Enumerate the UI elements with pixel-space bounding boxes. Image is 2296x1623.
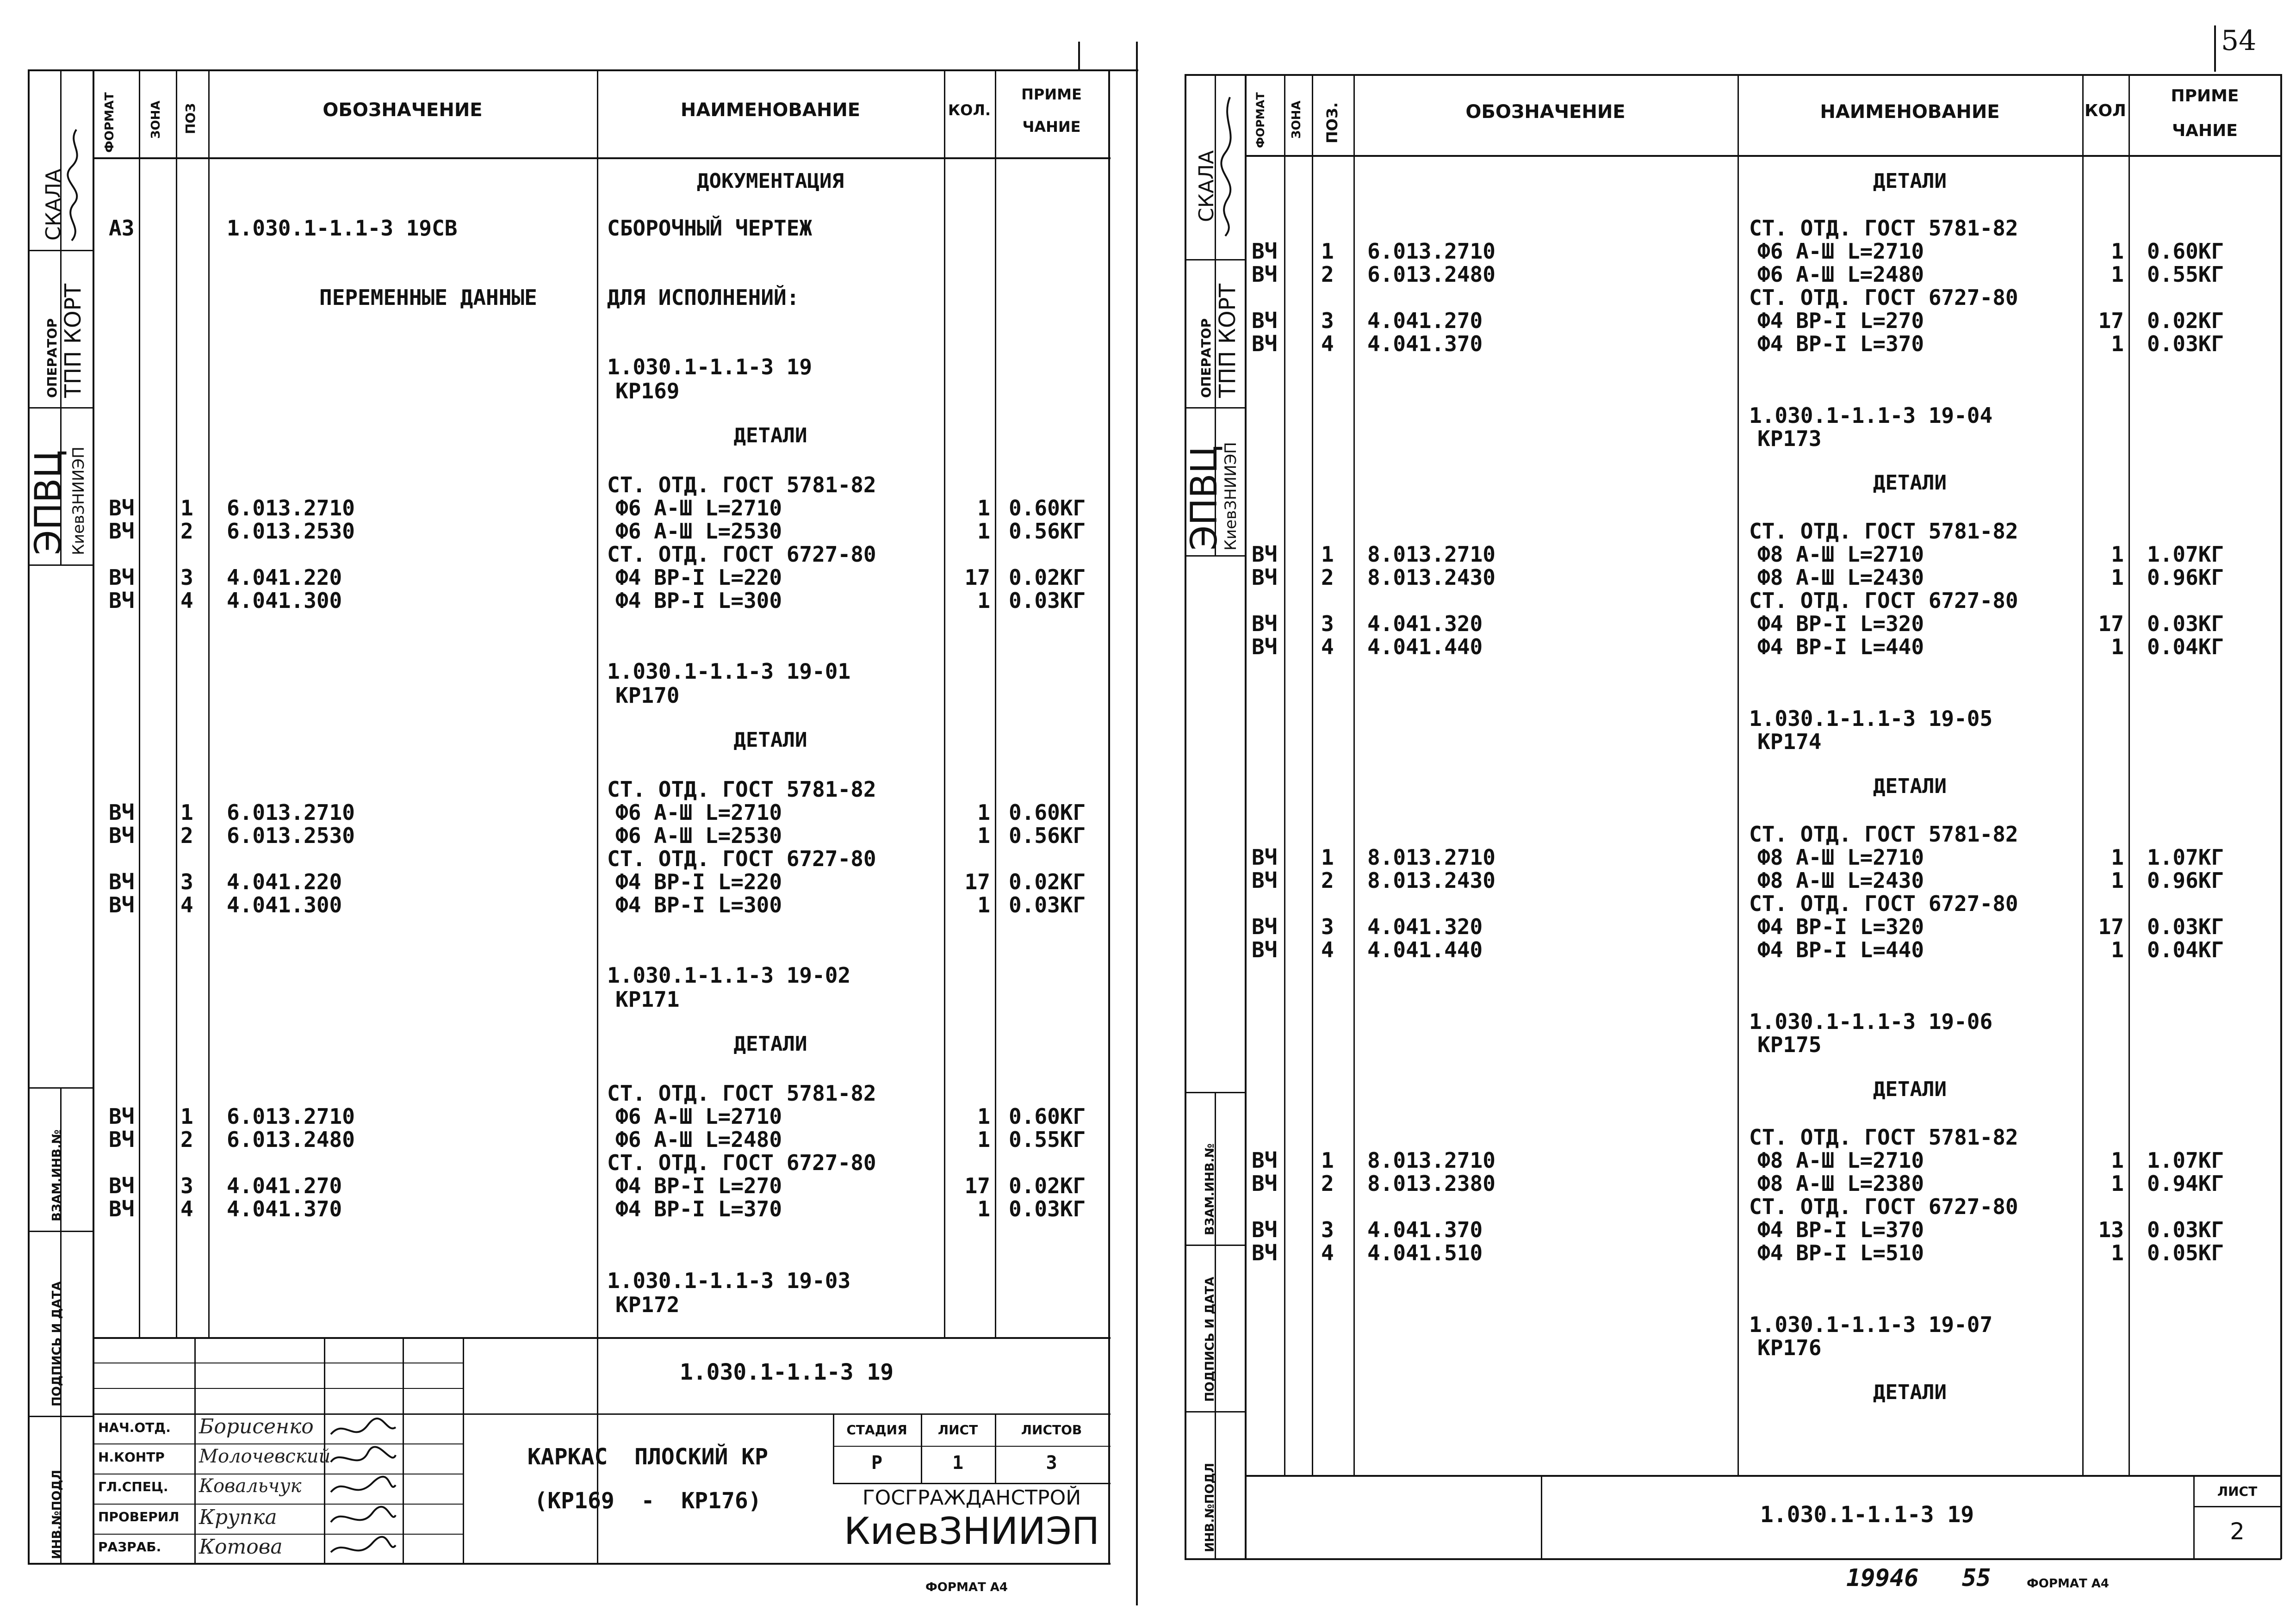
r-g3-row4-code: 4.041.440 [1367,937,1483,962]
r-g3-row3-code: 4.041.320 [1367,914,1483,939]
l-g2-row1-mass: 0.60КГ [1009,800,1086,825]
variants-label: ДЛЯ ИСПОЛНЕНИЙ: [607,285,800,310]
r-g4-row2-qty: 1 [2111,1171,2124,1196]
l-g2-row2-qty: 1 [977,823,990,848]
l-g3-row2-type: ВЧ [109,1127,135,1152]
r-g4-row1-mass: 1.07КГ [2147,1148,2224,1173]
r-col-qty-header: КОЛ [2085,101,2126,120]
left-stamp-doc-code: 1.030.1-1.1-3 19 [679,1359,894,1385]
r-sheet-number: 2 [2230,1518,2245,1545]
l-g2-gost2: СТ. ОТД. ГОСТ 6727-80 [607,846,876,871]
r-col-pos-header: ПОЗ. [1323,102,1341,143]
col-designation-header: ОБОЗНАЧЕНИЕ [323,99,483,121]
left-g4-code: 1.030.1-1.1-3 19-03 [607,1268,851,1293]
l-g1-row4-mass: 0.03КГ [1009,588,1086,613]
l-g1-row2-name: Ф6 А-Ш L=2530 [615,519,782,544]
r-g2-row2-code: 8.013.2430 [1367,565,1496,590]
r-g2-row2-qty: 1 [2111,565,2124,590]
l-g2-row4-code: 4.041.300 [227,892,342,917]
r-g2-row2-mass: 0.96КГ [2147,565,2224,590]
side-operator-label: ОПЕРАТОР [44,318,60,398]
r-g3-row1-name: Ф8 А-Ш L=2710 [1757,845,1924,870]
l-g3-row3-code: 4.041.270 [227,1173,342,1198]
r-g4-row4-type: ВЧ [1252,1240,1278,1265]
l-g3-row1-code: 6.013.2710 [227,1104,355,1129]
r-g2-row3-code: 4.041.320 [1367,611,1483,636]
l-g2-row2-type: ВЧ [109,823,135,848]
r-g5-code: 1.030.1-1.1-3 19-07 [1749,1312,1993,1337]
r-g2-row3-pos: 3 [1321,611,1334,636]
r-side-vzam-label: ВЗАМ.ИНВ.№ [1203,1143,1217,1235]
r-g3-row1-mass: 1.07КГ [2147,845,2224,870]
l-g1-row4-code: 4.041.300 [227,588,342,613]
r-col-designation-header: ОБОЗНАЧЕНИЕ [1465,101,1626,123]
l-g2-row1-pos: 1 [180,800,193,825]
assembly-code: 1.030.1-1.1-3 19СВ [227,216,458,241]
r-scale-signature [1216,93,1244,241]
l-g1-row2-pos: 2 [180,519,193,544]
r-g1-row3-pos: 3 [1321,308,1334,333]
r-g1-row4-name: Ф4 ВР-I L=370 [1757,331,1924,356]
l-g3-row1-qty: 1 [977,1104,990,1129]
l-g3-row2-qty: 1 [977,1127,990,1152]
r-g3-row2-mass: 0.96КГ [2147,868,2224,893]
r-g2-row1-type: ВЧ [1252,542,1278,567]
r-g3-row3-type: ВЧ [1252,914,1278,939]
l-g2-row1-qty: 1 [977,800,990,825]
side-vzam-label: ВЗАМ.ИНВ.№ [50,1129,64,1221]
l-g2-row3-qty: 17 [964,869,990,894]
r-g1-row2-name: Ф6 А-Ш L=2480 [1757,262,1924,287]
l-g3-row4-code: 4.041.370 [227,1196,342,1221]
r-g2-mark: КР173 [1757,426,1822,451]
r-col-name-header: НАИМЕНОВАНИЕ [1820,101,2000,123]
r-g3-row3-mass: 0.03КГ [2147,914,2224,939]
r-g4-row1-name: Ф8 А-Ш L=2710 [1757,1148,1924,1173]
stamp-org-2: КиевЗНИИЭП [844,1510,1100,1553]
r-g4-row1-type: ВЧ [1252,1148,1278,1173]
l-g3-row4-type: ВЧ [109,1196,135,1221]
r-g3-row2-type: ВЧ [1252,868,1278,893]
l-g2-row3-code: 4.041.220 [227,869,342,894]
l-g3-row3-name: Ф4 ВР-I L=270 [615,1173,782,1198]
l-g3-row4-qty: 1 [977,1196,990,1221]
r-bottom-number: 19946 [1846,1564,1919,1592]
left-title-1: КАРКАС ПЛОСКИЙ КР [527,1444,769,1470]
l-g3-row3-type: ВЧ [109,1173,135,1198]
l-g3-row1-name: Ф6 А-Ш L=2710 [615,1104,782,1129]
col-note-header-1: ПРИМЕ [1021,86,1082,103]
r-g4-row3-mass: 0.03КГ [2147,1217,2224,1242]
l-g1-row1-pos: 1 [180,496,193,520]
r-g2-details: ДЕТАЛИ [1873,471,1947,495]
r-g5-details: ДЕТАЛИ [1873,1381,1947,1404]
l-g1-row1-qty: 1 [977,496,990,520]
r-g3-row1-type: ВЧ [1252,845,1278,870]
r-g1-row2-qty: 1 [2111,262,2124,287]
r-g1-details: ДЕТАЛИ [1873,169,1947,193]
r-g3-row4-qty: 1 [2111,937,2124,962]
r-g4-row3-qty: 13 [2098,1217,2124,1242]
stamp-name-kontr: Молочевский [199,1446,331,1467]
l-g2-row2-pos: 2 [180,823,193,848]
side-inv-label: ИНВ.№ПОДЛ [50,1469,64,1559]
r-sheet-label: ЛИСТ [2217,1484,2258,1499]
r-g2-row4-type: ВЧ [1252,634,1278,659]
r-g1-gost1: СТ. ОТД. ГОСТ 5781-82 [1749,216,2018,241]
assembly-name: СБОРОЧНЫЙ ЧЕРТЕЖ [607,216,813,241]
r-g1-row4-qty: 1 [2111,331,2124,356]
l-g3-row3-qty: 17 [964,1173,990,1198]
l-g1-row3-type: ВЧ [109,565,135,590]
l-g1-row2-qty: 1 [977,519,990,544]
stamp-name-razr: Котова [199,1535,283,1559]
side-tpp-label: ТПП КОРТ [60,284,86,398]
l-g2-row1-code: 6.013.2710 [227,800,355,825]
r-g3-row1-code: 8.013.2710 [1367,845,1496,870]
r-g4-gost2: СТ. ОТД. ГОСТ 6727-80 [1749,1194,2018,1219]
l-g1-row3-qty: 17 [964,565,990,590]
r-g2-gost2: СТ. ОТД. ГОСТ 6727-80 [1749,588,2018,613]
stamp-proveril: ПРОВЕРИЛ [98,1509,180,1524]
stamp-stage: Р [871,1452,883,1474]
l-g2-row4-name: Ф4 ВР-I L=300 [615,892,782,917]
stamp-sheets: 3 [1046,1452,1057,1474]
l-g3-row2-code: 6.013.2480 [227,1127,355,1152]
col-zone-header: ЗОНА [149,100,163,139]
l-g3-row4-name: Ф4 ВР-I L=370 [615,1196,782,1221]
r-g3-row1-qty: 1 [2111,845,2124,870]
r-g3-row4-name: Ф4 ВР-I L=440 [1757,937,1924,962]
side-epvc-label: ЭПВЦ [28,450,69,555]
r-col-note-header-1: ПРИМЕ [2171,87,2239,105]
stamp-org-1: ГОСГРАЖДАНСТРОЙ [862,1486,1081,1510]
r-g3-row3-name: Ф4 ВР-I L=320 [1757,914,1924,939]
r-g1-row2-code: 6.013.2480 [1367,262,1496,287]
r-g2-row4-name: Ф4 ВР-I L=440 [1757,634,1924,659]
r-g4-row2-name: Ф8 А-Ш L=2380 [1757,1171,1924,1196]
l-g2-row2-name: Ф6 А-Ш L=2530 [615,823,782,848]
r-g3-row1-pos: 1 [1321,845,1334,870]
r-col-zone-header: ЗОНА [1290,100,1303,139]
l-g3-row3-pos: 3 [180,1173,193,1198]
left-g1-details: ДЕТАЛИ [733,424,807,447]
l-g1-row2-code: 6.013.2530 [227,519,355,544]
left-format-label: ФОРМАТ А4 [925,1580,1008,1594]
col-pos-header: ПОЗ [183,103,198,134]
side-scale-label: СКАЛА [42,168,65,241]
r-g1-row1-pos: 1 [1321,239,1334,264]
r-g2-row4-code: 4.041.440 [1367,634,1483,659]
stamp-stage-header: СТАДИЯ [846,1422,907,1437]
r-g3-row2-code: 8.013.2430 [1367,868,1496,893]
l-g2-row3-type: ВЧ [109,869,135,894]
l-g1-row4-pos: 4 [180,588,193,613]
l-g3-gost1: СТ. ОТД. ГОСТ 5781-82 [607,1081,876,1106]
r-g4-row2-type: ВЧ [1252,1171,1278,1196]
r-side-podpis-label: ПОДПИСЬ И ДАТА [1203,1276,1217,1402]
r-g2-row1-pos: 1 [1321,542,1334,567]
l-g2-row1-name: Ф6 А-Ш L=2710 [615,800,782,825]
r-g1-row4-pos: 4 [1321,331,1334,356]
l-g1-row1-type: ВЧ [109,496,135,520]
r-g1-row3-type: ВЧ [1252,308,1278,333]
stamp-sheets-header: ЛИСТОВ [1021,1422,1082,1437]
col-name-header: НАИМЕНОВАНИЕ [680,99,861,121]
r-g3-row3-qty: 17 [2098,914,2124,939]
r-g2-row1-qty: 1 [2111,542,2124,567]
r-g1-row1-name: Ф6 А-Ш L=2710 [1757,239,1924,264]
r-g3-details: ДЕТАЛИ [1873,774,1947,798]
r-g5-mark: КР176 [1757,1335,1822,1360]
r-g1-row1-type: ВЧ [1252,239,1278,264]
r-g2-row4-pos: 4 [1321,634,1334,659]
left-g1-code: 1.030.1-1.1-3 19 [607,354,813,379]
l-g1-row4-qty: 1 [977,588,990,613]
r-doc-code: 1.030.1-1.1-3 19 [1760,1502,1974,1528]
r-g3-row4-type: ВЧ [1252,937,1278,962]
r-g4-row3-name: Ф4 ВР-I L=370 [1757,1217,1924,1242]
r-g4-row2-code: 8.013.2380 [1367,1171,1496,1196]
r-g3-code: 1.030.1-1.1-3 19-05 [1749,706,1993,731]
r-g2-row2-name: Ф8 А-Ш L=2430 [1757,565,1924,590]
col-qty-header: КОЛ. [948,101,991,119]
l-g3-row3-mass: 0.02КГ [1009,1173,1086,1198]
r-g4-row1-code: 8.013.2710 [1367,1148,1496,1173]
r-g1-row3-name: Ф4 ВР-I L=270 [1757,308,1924,333]
col-format-header: ФОРМАТ [103,92,117,153]
left-g1-mark: КР169 [615,378,680,403]
r-side-operator-label: ОПЕРАТОР [1198,318,1214,398]
r-side-epvc-label: ЭПВЦ [1184,445,1225,551]
r-bottom-page: 55 [1962,1564,1991,1592]
l-g2-row3-pos: 3 [180,869,193,894]
scale-signature [62,125,90,245]
stamp-razrab: РАЗРАБ. [98,1539,161,1555]
r-g4-mark: КР175 [1757,1032,1822,1057]
l-g3-row2-mass: 0.55КГ [1009,1127,1086,1152]
stamp-signatures [326,1416,400,1564]
side-kiev-label: КиевЗНИИЭП [69,446,88,555]
r-g2-row2-type: ВЧ [1252,565,1278,590]
l-g3-gost2: СТ. ОТД. ГОСТ 6727-80 [607,1150,876,1175]
r-g2-row1-mass: 1.07КГ [2147,542,2224,567]
r-g2-row1-code: 8.013.2710 [1367,542,1496,567]
r-g1-row2-pos: 2 [1321,262,1334,287]
r-g4-row4-code: 4.041.510 [1367,1240,1483,1265]
side-podpis-label: ПОДПИСЬ И ДАТА [50,1281,64,1406]
r-g1-row1-mass: 0.60КГ [2147,239,2224,264]
r-g3-row2-qty: 1 [2111,868,2124,893]
l-g1-gost1: СТ. ОТД. ГОСТ 5781-82 [607,472,876,497]
l-g3-row4-mass: 0.03КГ [1009,1196,1086,1221]
left-g2-details: ДЕТАЛИ [733,728,807,752]
r-g1-row4-code: 4.041.370 [1367,331,1483,356]
r-g4-row3-code: 4.041.370 [1367,1217,1483,1242]
r-g2-row3-qty: 17 [2098,611,2124,636]
l-g3-row2-pos: 2 [180,1127,193,1152]
stamp-name-nach: Борисенко [199,1415,314,1438]
stamp-n-kontr: Н.КОНТР [98,1450,165,1465]
r-g4-row3-pos: 3 [1321,1217,1334,1242]
r-col-format-header: ФОРМАТ [1254,92,1267,148]
r-g4-row4-mass: 0.05КГ [2147,1240,2224,1265]
stamp-name-prov: Крупка [199,1505,277,1529]
r-g1-row3-mass: 0.02КГ [2147,308,2224,333]
l-g2-row2-mass: 0.56КГ [1009,823,1086,848]
l-g1-row3-mass: 0.02КГ [1009,565,1086,590]
r-g2-row4-mass: 0.04КГ [2147,634,2224,659]
variable-data-label: ПЕРЕМЕННЫЕ ДАННЫЕ [319,285,537,310]
r-g2-row3-mass: 0.03КГ [2147,611,2224,636]
corner-page-number: 54 [2221,25,2257,57]
r-g2-code: 1.030.1-1.1-3 19-04 [1749,403,1993,428]
stamp-nach-otd: НАЧ.ОТД. [98,1420,171,1435]
l-g2-row4-mass: 0.03КГ [1009,892,1086,917]
assembly-format: А3 [109,216,135,241]
r-g1-row1-code: 6.013.2710 [1367,239,1496,264]
r-g1-row4-mass: 0.03КГ [2147,331,2224,356]
l-g2-row2-code: 6.013.2530 [227,823,355,848]
l-g3-row1-mass: 0.60КГ [1009,1104,1086,1129]
r-g1-row3-qty: 17 [2098,308,2124,333]
left-g3-code: 1.030.1-1.1-3 19-02 [607,963,851,988]
r-g4-code: 1.030.1-1.1-3 19-06 [1749,1009,1993,1034]
l-g1-row1-mass: 0.60КГ [1009,496,1086,520]
r-g4-row2-pos: 2 [1321,1171,1334,1196]
l-g2-row3-name: Ф4 ВР-I L=220 [615,869,782,894]
l-g2-row1-type: ВЧ [109,800,135,825]
r-col-note-header-2: ЧАНИЕ [2172,121,2238,140]
l-g1-row2-type: ВЧ [109,519,135,544]
l-g1-row3-code: 4.041.220 [227,565,342,590]
r-g4-row2-mass: 0.94КГ [2147,1171,2224,1196]
r-g1-gost2: СТ. ОТД. ГОСТ 6727-80 [1749,285,2018,310]
l-g1-gost2: СТ. ОТД. ГОСТ 6727-80 [607,542,876,567]
r-g4-row4-name: Ф4 ВР-I L=510 [1757,1240,1924,1265]
r-side-scale-label: СКАЛА [1195,150,1218,222]
r-g3-gost2: СТ. ОТД. ГОСТ 6727-80 [1749,891,2018,916]
r-g3-row4-mass: 0.04КГ [2147,937,2224,962]
r-g4-row4-pos: 4 [1321,1240,1334,1265]
r-g2-row4-qty: 1 [2111,634,2124,659]
r-g1-row3-code: 4.041.270 [1367,308,1483,333]
l-g1-row1-name: Ф6 А-Ш L=2710 [615,496,782,520]
left-g2-mark: КР170 [615,683,680,708]
documentation-heading: ДОКУМЕНТАЦИЯ [697,169,844,193]
r-g4-row3-type: ВЧ [1252,1217,1278,1242]
r-g3-row2-pos: 2 [1321,868,1334,893]
r-g2-row2-pos: 2 [1321,565,1334,590]
l-g1-row1-code: 6.013.2710 [227,496,355,520]
left-g3-details: ДЕТАЛИ [733,1032,807,1056]
l-g1-row3-pos: 3 [180,565,193,590]
l-g3-row1-pos: 1 [180,1104,193,1129]
r-g4-details: ДЕТАЛИ [1873,1078,1947,1101]
stamp-gl-spec: ГЛ.СПЕЦ. [98,1479,168,1494]
l-g1-row3-name: Ф4 ВР-I L=220 [615,565,782,590]
r-g3-row2-name: Ф8 А-Ш L=2430 [1757,868,1924,893]
left-sheet [0,0,1138,1623]
l-g1-row4-type: ВЧ [109,588,135,613]
r-g2-row1-name: Ф8 А-Ш L=2710 [1757,542,1924,567]
stamp-sheet-header: ЛИСТ [937,1422,978,1437]
l-g3-row1-type: ВЧ [109,1104,135,1129]
r-g3-row4-pos: 4 [1321,937,1334,962]
left-g3-mark: КР171 [615,987,680,1012]
r-format-label: ФОРМАТ А4 [2027,1577,2109,1591]
r-side-tpp-label: ТПП КОРТ [1215,284,1241,398]
l-g2-row4-qty: 1 [977,892,990,917]
stamp-name-spec: Ковальчук [199,1475,302,1497]
stamp-sheet: 1 [952,1452,964,1474]
l-g3-row2-name: Ф6 А-Ш L=2480 [615,1127,782,1152]
r-g1-row1-qty: 1 [2111,239,2124,264]
l-g1-row4-name: Ф4 ВР-I L=300 [615,588,782,613]
col-note-header-2: ЧАНИЕ [1022,118,1081,136]
l-g2-row4-type: ВЧ [109,892,135,917]
l-g1-row2-mass: 0.56КГ [1009,519,1086,544]
l-g2-gost1: СТ. ОТД. ГОСТ 5781-82 [607,777,876,802]
r-g2-row3-name: Ф4 ВР-I L=320 [1757,611,1924,636]
right-sheet [1157,0,2296,1623]
r-g4-gost1: СТ. ОТД. ГОСТ 5781-82 [1749,1125,2018,1150]
r-g3-mark: КР174 [1757,729,1822,754]
r-g3-row3-pos: 3 [1321,914,1334,939]
r-g1-row2-type: ВЧ [1252,262,1278,287]
r-g4-row1-pos: 1 [1321,1148,1334,1173]
r-g3-gost1: СТ. ОТД. ГОСТ 5781-82 [1749,822,2018,847]
r-side-kiev-label: КиевЗНИИЭП [1222,442,1240,551]
r-g4-row1-qty: 1 [2111,1148,2124,1173]
r-g1-row2-mass: 0.55КГ [2147,262,2224,287]
r-g2-gost1: СТ. ОТД. ГОСТ 5781-82 [1749,519,2018,544]
left-title-2: (КР169 - КР176) [534,1488,762,1514]
l-g2-row3-mass: 0.02КГ [1009,869,1086,894]
left-g2-code: 1.030.1-1.1-3 19-01 [607,659,851,684]
l-g3-row4-pos: 4 [180,1196,193,1221]
r-side-inv-label: ИНВ.№ПОДЛ [1203,1462,1217,1552]
r-g1-row4-type: ВЧ [1252,331,1278,356]
left-g4-mark: КР172 [615,1292,680,1317]
l-g2-row4-pos: 4 [180,892,193,917]
r-g4-row4-qty: 1 [2111,1240,2124,1265]
r-g2-row3-type: ВЧ [1252,611,1278,636]
